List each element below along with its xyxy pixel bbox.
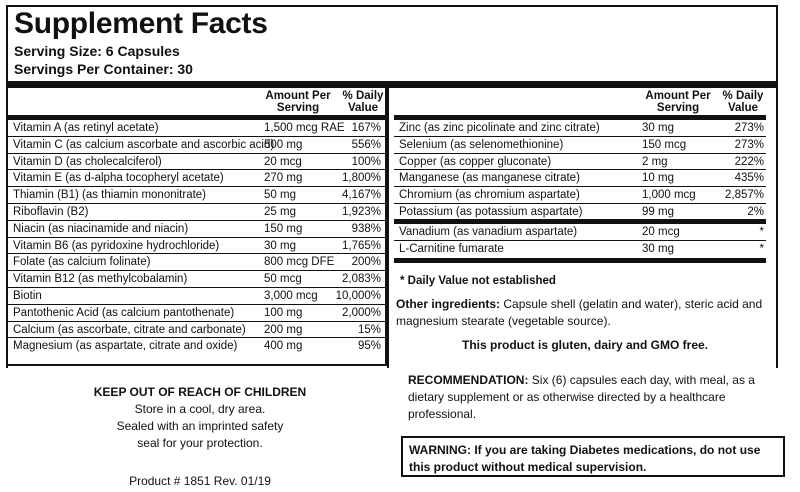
nutrient-daily-value: 2% <box>747 205 764 218</box>
nutrient-daily-value: * <box>759 243 764 256</box>
nutrient-amount: 270 mg <box>264 172 303 185</box>
nutrient-daily-value: 10,000% <box>335 289 381 302</box>
nutrient-amount: 500 mg <box>264 138 303 151</box>
amount-header-line1: Amount Per <box>265 90 331 102</box>
nutrient-daily-value: 15% <box>357 323 381 336</box>
storage-line-2: Sealed with an imprinted safety <box>116 419 284 433</box>
nutrient-name: Vanadium (as vanadium aspartate) <box>399 226 578 239</box>
nutrient-daily-value: 273% <box>734 122 764 134</box>
recommendation-label: RECOMMENDATION: <box>408 373 529 387</box>
nutrient-daily-value: 273% <box>734 138 764 151</box>
nutrient-name: Niacin (as niacinamide and niacin) <box>13 222 189 235</box>
panel-title: Supplement Facts <box>14 7 268 40</box>
nutrient-row <box>394 241 766 258</box>
nutrient-row <box>8 204 385 221</box>
nutrient-amount: 800 mcg DFE <box>264 256 335 269</box>
nutrient-row <box>394 170 766 187</box>
nutrient-row <box>8 137 385 154</box>
nutrient-row <box>394 204 766 225</box>
other-ingredients <box>396 296 774 330</box>
nutrient-name: Manganese (as manganese citrate) <box>399 172 580 185</box>
nutrient-amount: 100 mg <box>264 306 303 319</box>
nutrient-row <box>394 154 766 171</box>
nutrient-amount: 30 mg <box>642 243 674 256</box>
servings-per-container: Servings Per Container: 30 <box>14 61 193 77</box>
nutrient-name: Potassium (as potassium aspartate) <box>399 205 583 218</box>
nutrient-name: L-Carnitine fumarate <box>399 243 504 256</box>
nutrient-daily-value: 100% <box>351 155 381 168</box>
nutrient-amount: 30 mg <box>264 239 296 252</box>
nutrient-daily-value: 1,765% <box>341 239 381 252</box>
warning-box: WARNING: If you are taking Diabetes medications, do not use this product without medical supervision. <box>401 436 785 477</box>
left-nutrient-table <box>8 88 387 366</box>
nutrient-name: Calcium (as ascorbate, citrate and carbonate) <box>13 323 246 336</box>
nutrient-row <box>8 221 385 238</box>
recommendation <box>408 372 778 423</box>
other-ingredients-text: Capsule shell (gelatin and water), steric acid and magnesium stearate (vegetable source). <box>396 297 763 328</box>
storage-line-1: Store in a cool, dry area. <box>134 402 266 416</box>
nutrient-amount: 150 mcg <box>642 138 687 151</box>
nutrient-daily-value: 2,083% <box>341 273 381 286</box>
dv-header-line1: % Daily <box>722 90 764 102</box>
nutrient-name: Folate (as calcium folinate) <box>13 256 151 269</box>
nutrient-row <box>8 305 385 322</box>
nutrient-name: Vitamin E (as d-alpha tocopheryl acetate) <box>13 172 224 185</box>
nutrient-daily-value: 2,000% <box>341 306 381 319</box>
nutrient-daily-value: 95% <box>357 340 381 353</box>
nutrient-row <box>394 224 766 241</box>
nutrient-amount: 50 mcg <box>264 273 302 286</box>
nutrient-name: Biotin <box>13 289 42 302</box>
nutrient-name: Vitamin B6 (as pyridoxine hydrochloride) <box>13 239 220 252</box>
nutrient-row <box>8 254 385 271</box>
product-code: Product # 1851 Rev. 01/19 <box>129 474 271 488</box>
nutrient-name: Copper (as copper gluconate) <box>399 155 552 168</box>
nutrient-name: Selenium (as selenomethionine) <box>399 138 564 151</box>
nutrient-name: Pantothenic Acid (as calcium pantothenate) <box>13 306 235 319</box>
nutrient-row <box>8 120 385 137</box>
nutrient-amount: 1,000 mcg <box>642 189 696 202</box>
nutrient-daily-value: 1,923% <box>341 205 381 218</box>
nutrient-daily-value: 1,800% <box>341 172 381 185</box>
allergen-free-statement: This product is gluten, dairy and GMO free. <box>461 338 709 352</box>
right-table-bottom-bar <box>394 258 766 263</box>
nutrient-name: Magnesium (as aspartate, citrate and oxide) <box>13 340 238 353</box>
nutrient-row <box>8 187 385 204</box>
nutrient-amount: 20 mcg <box>642 226 680 239</box>
nutrient-name: Vitamin B12 (as methylcobalamin) <box>13 273 188 286</box>
nutrient-name: Vitamin C (as calcium ascorbate and ascorbic acid) <box>13 138 275 151</box>
right-table-header <box>394 88 766 120</box>
nutrient-amount: 2 mg <box>642 155 668 168</box>
nutrient-daily-value: 435% <box>734 172 764 185</box>
nutrient-name: Chromium (as chromium aspartate) <box>399 189 580 202</box>
nutrient-row <box>8 322 385 339</box>
recommendation-text: Six (6) capsules each day, with meal, as a dietary supplement or as otherwise directed by a healthcare professional. <box>408 373 755 421</box>
nutrient-amount: 10 mg <box>642 172 674 185</box>
nutrient-amount: 3,000 mcg <box>264 289 318 302</box>
nutrient-daily-value: 556% <box>351 138 381 151</box>
right-nutrient-table <box>394 88 766 263</box>
keep-out-heading: KEEP OUT OF REACH OF CHILDREN <box>93 385 307 399</box>
storage-instructions <box>60 384 340 452</box>
nutrient-amount: 25 mg <box>264 205 296 218</box>
nutrient-name: Riboflavin (B2) <box>13 205 89 218</box>
daily-value-header <box>340 90 386 114</box>
nutrient-row <box>394 137 766 154</box>
amount-header-line2: Serving <box>656 102 700 114</box>
nutrient-name: Thiamin (B1) (as thiamin mononitrate) <box>13 189 207 202</box>
amount-per-serving-header <box>638 90 718 114</box>
nutrient-row <box>8 271 385 288</box>
other-ingredients-label: Other ingredients: <box>396 297 501 311</box>
nutrient-amount: 30 mg <box>642 122 674 134</box>
column-divider <box>387 88 389 368</box>
nutrient-amount: 99 mg <box>642 205 674 218</box>
nutrient-amount: 200 mg <box>264 323 303 336</box>
nutrient-name: Vitamin D (as cholecalciferol) <box>13 155 162 168</box>
nutrient-daily-value: 222% <box>734 155 764 168</box>
nutrient-row <box>8 288 385 305</box>
nutrient-amount: 1,500 mcg RAE <box>264 122 345 134</box>
amount-per-serving-header <box>258 90 338 114</box>
nutrient-daily-value: 200% <box>351 256 381 269</box>
amount-header-line2: Serving <box>276 102 320 114</box>
nutrient-daily-value: 167% <box>351 122 381 134</box>
nutrient-row <box>8 238 385 255</box>
nutrient-daily-value: * <box>759 226 764 239</box>
daily-value-header <box>720 90 766 114</box>
nutrient-daily-value: 4,167% <box>341 189 381 202</box>
nutrient-amount: 150 mg <box>264 222 303 235</box>
nutrient-amount: 50 mg <box>264 189 296 202</box>
nutrient-row <box>394 120 766 137</box>
header-divider-bar <box>8 81 778 88</box>
storage-line-3: seal for your protection. <box>137 436 263 450</box>
nutrient-row <box>8 170 385 187</box>
nutrient-name: Zinc (as zinc picolinate and zinc citrate) <box>399 122 600 134</box>
nutrient-daily-value: 2,857% <box>724 189 764 202</box>
left-table-header <box>8 88 385 120</box>
nutrient-row <box>8 154 385 171</box>
daily-value-footnote: * Daily Value not established <box>400 275 556 287</box>
amount-header-line1: Amount Per <box>645 90 711 102</box>
dv-header-line2: Value <box>727 102 759 114</box>
dv-header-line2: Value <box>347 102 379 114</box>
dv-header-line1: % Daily <box>342 90 384 102</box>
nutrient-name: Vitamin A (as retinyl acetate) <box>13 122 159 134</box>
serving-size: Serving Size: 6 Capsules <box>14 43 180 59</box>
nutrient-amount: 400 mg <box>264 340 303 353</box>
nutrient-amount: 20 mcg <box>264 155 302 168</box>
nutrient-row <box>8 338 385 355</box>
nutrient-daily-value: 938% <box>351 222 381 235</box>
nutrient-row <box>394 187 766 204</box>
